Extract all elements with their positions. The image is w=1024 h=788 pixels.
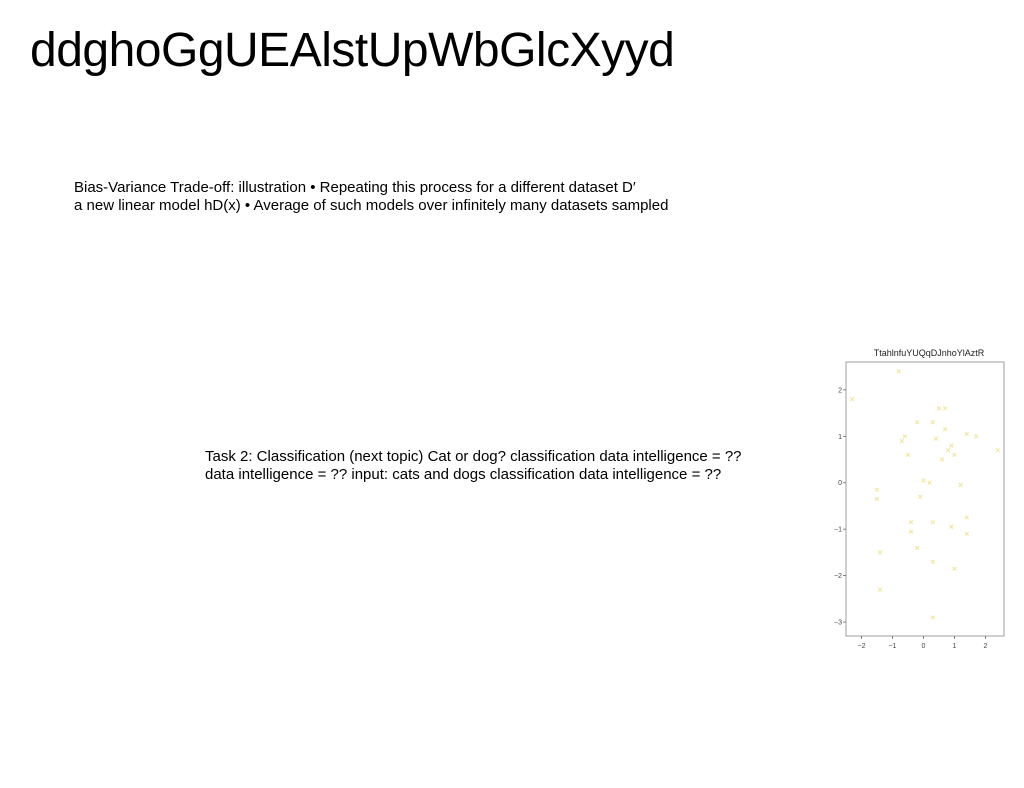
data-point (878, 551, 882, 555)
paragraph-line: a new linear model hD(x) • Average of such models over infinitely many datasets sampled (74, 197, 669, 214)
bias-variance-paragraph (74, 179, 668, 215)
data-point (850, 397, 854, 401)
data-point (931, 421, 935, 425)
y-tick-label: −1 (834, 526, 842, 534)
data-point (965, 516, 969, 520)
data-point (996, 448, 1000, 452)
plot-frame (846, 362, 1004, 636)
data-point (950, 444, 954, 448)
x-tick-label: −1 (888, 643, 897, 650)
data-point (953, 567, 957, 571)
paragraph-line: data intelligence = ?? input: cats and dogs classification data intelligence = ?? (205, 466, 722, 483)
y-tick-label: 1 (838, 433, 842, 441)
data-point (940, 458, 944, 462)
data-point (931, 616, 935, 620)
scatter-plot (832, 342, 1012, 658)
data-point (931, 520, 935, 524)
data-point (943, 428, 947, 432)
data-point (919, 495, 923, 499)
data-point (897, 369, 901, 373)
y-tick-label: 0 (838, 480, 842, 488)
data-point (937, 407, 941, 411)
y-tick-label: −3 (834, 619, 842, 627)
x-tick-label: 1 (952, 643, 957, 650)
data-point (946, 448, 950, 452)
data-point (965, 432, 969, 436)
y-tick-label: 2 (838, 387, 842, 395)
data-point (909, 520, 913, 524)
data-point (959, 483, 963, 487)
data-point (915, 546, 919, 550)
scatter-points (850, 369, 999, 619)
chart-title: TtahlnfuYUQqDJnhoYlAztR (873, 348, 985, 358)
data-point (974, 435, 978, 439)
data-point (953, 453, 957, 457)
data-point (878, 588, 882, 592)
data-point (934, 437, 938, 441)
data-point (965, 532, 969, 536)
slide-title: ddghoGgUEAlstUpWbGlcXyyd (30, 24, 675, 77)
data-point (906, 453, 910, 457)
x-tick-label: 0 (921, 643, 926, 650)
data-point (943, 407, 947, 411)
y-tick-label: −2 (834, 573, 842, 581)
axis-ticks (834, 387, 987, 650)
data-point (875, 488, 879, 492)
x-tick-label: −2 (857, 643, 866, 650)
data-point (931, 560, 935, 564)
paragraph-line: Bias-Variance Trade-off: illustration • Repeating this process for a different dataset D′ (74, 179, 636, 196)
scatter-plot-svg (832, 342, 1012, 658)
data-point (900, 439, 904, 443)
x-tick-label: 2 (983, 643, 988, 650)
paragraph-line: Task 2: Classification (next topic) Cat or dog? classification data intelligence = ?? (205, 448, 742, 465)
data-point (928, 481, 932, 485)
data-point (875, 497, 879, 501)
data-point (915, 421, 919, 425)
data-point (903, 435, 907, 439)
data-point (922, 479, 926, 483)
data-point (950, 525, 954, 529)
classification-paragraph (205, 448, 742, 484)
data-point (909, 530, 913, 534)
